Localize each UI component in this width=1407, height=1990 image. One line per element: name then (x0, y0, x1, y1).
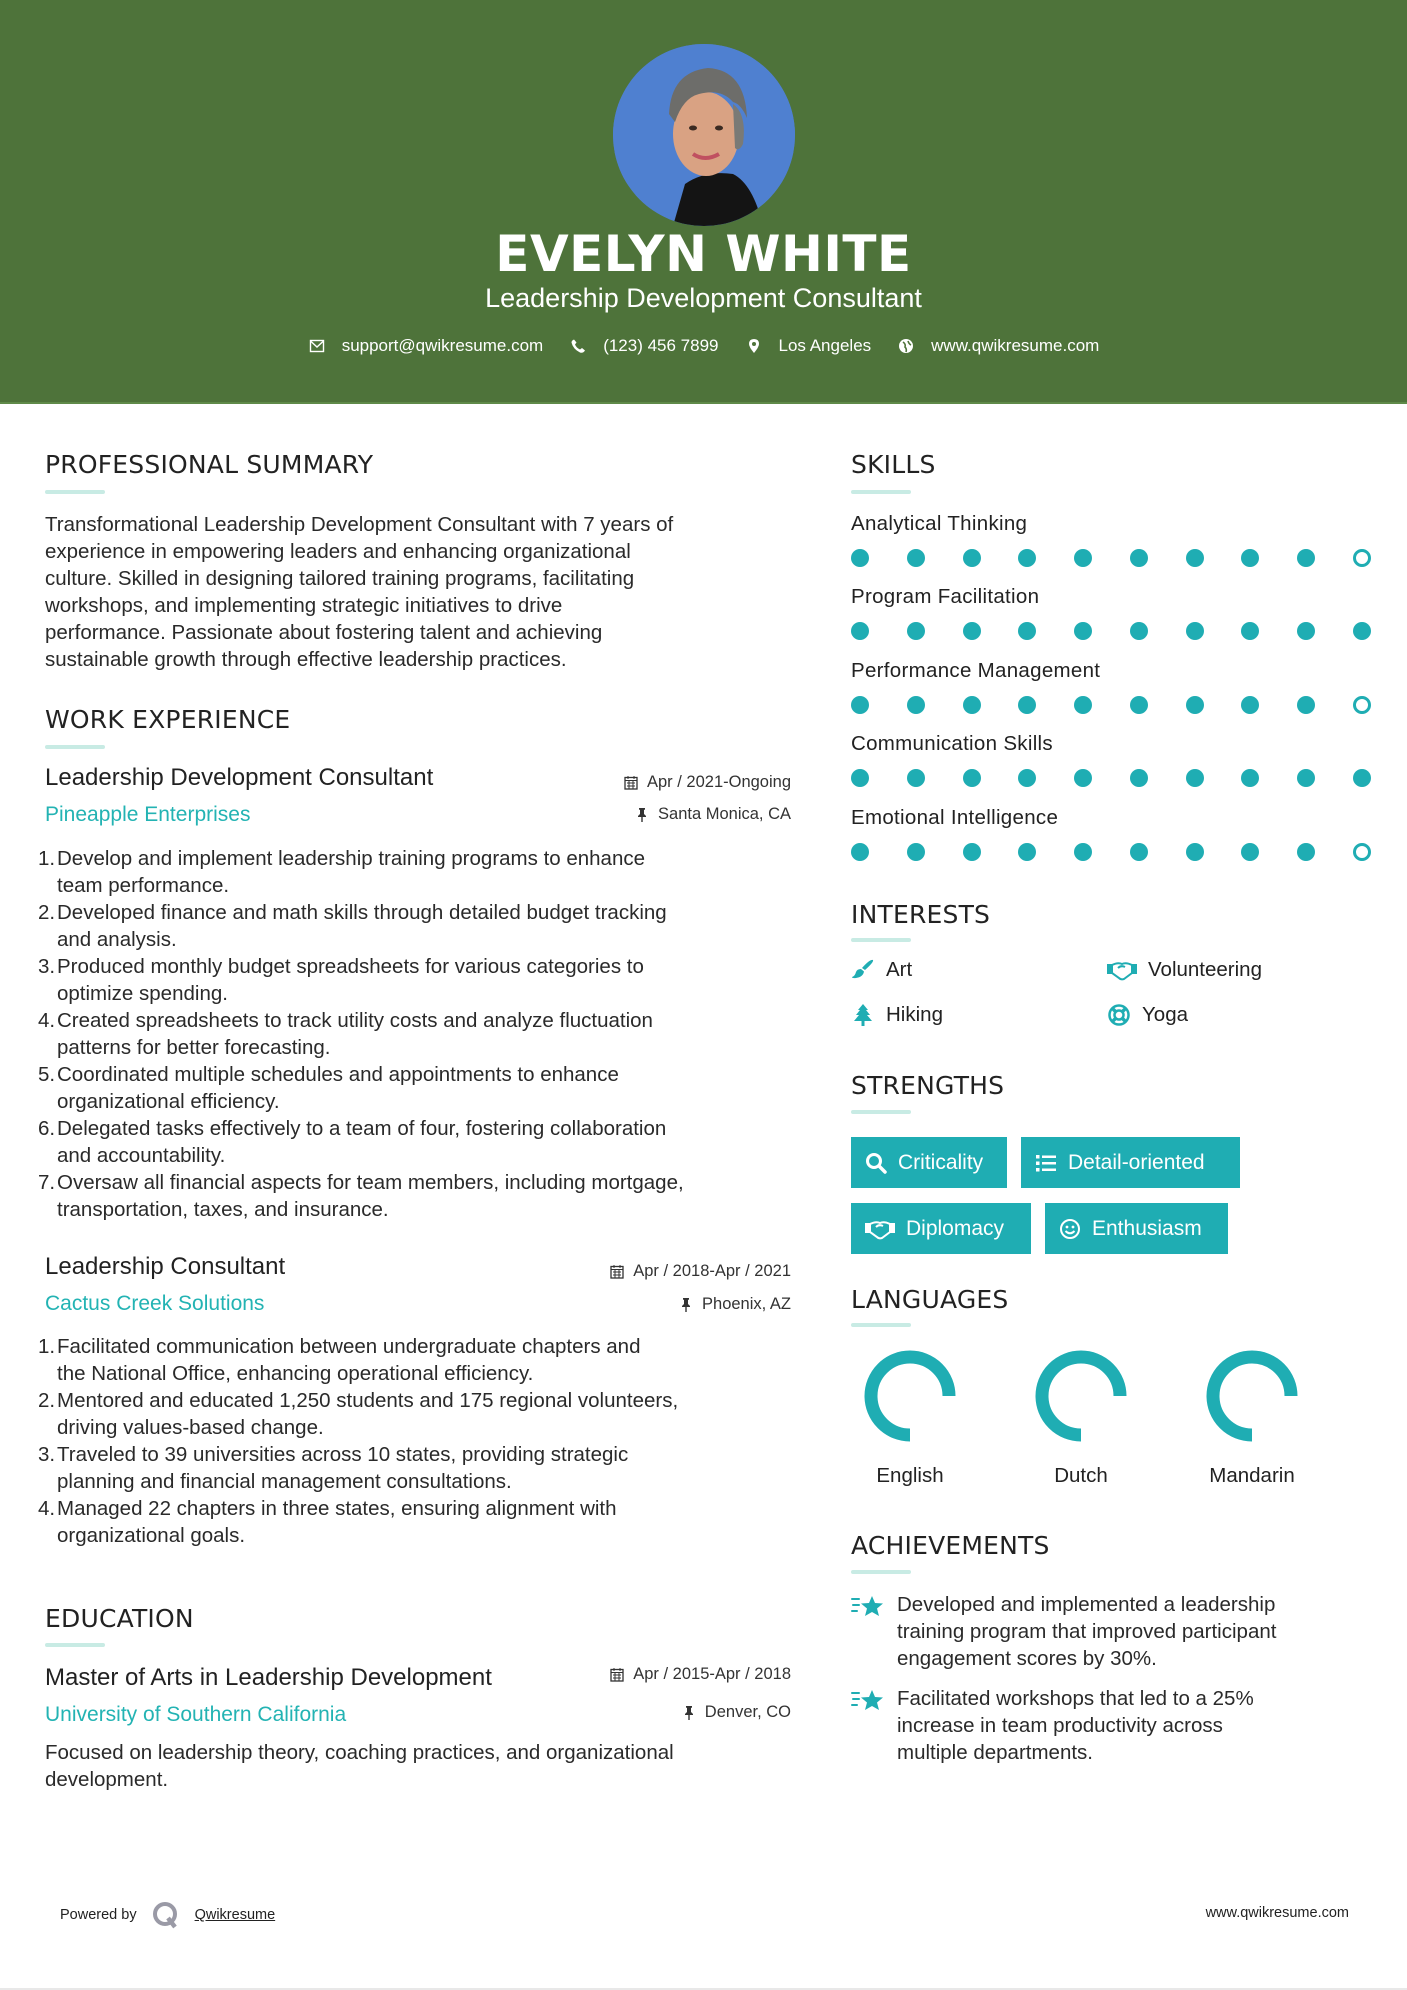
rating-dot-filled (851, 696, 869, 714)
skill-label: Communication Skills (851, 732, 1053, 755)
skills-heading: SKILLS (851, 450, 936, 479)
rating-dot-filled (851, 622, 869, 640)
achievements-heading: ACHIEVEMENTS (851, 1531, 1050, 1560)
rating-dot-filled (1186, 549, 1204, 567)
school-name: University of Southern California (45, 1703, 347, 1726)
footer-website[interactable]: www.qwikresume.com (1205, 1905, 1349, 1921)
rating-dot-filled (1297, 843, 1315, 861)
skill-label: Program Facilitation (851, 585, 1040, 608)
list-item: 2. Mentored and educated 1,250 students and 175 regional volunteers, driving values-based change. (38, 1389, 679, 1439)
job-title: Leadership Development Consultant (45, 764, 434, 791)
qwikresume-logo-icon (151, 1900, 181, 1930)
resume-header (0, 0, 1407, 404)
rating-dot-filled (1241, 622, 1259, 640)
phone-icon (569, 337, 587, 355)
contact-bar (0, 336, 1407, 356)
pushpin-icon (681, 1705, 697, 1721)
language-english: English (850, 1350, 970, 1488)
shooting-star-icon (851, 1593, 887, 1621)
rating-dot-filled (1297, 769, 1315, 787)
calendar-icon (623, 775, 639, 791)
rating-dot-filled (1074, 769, 1092, 787)
job-location: Santa Monica, CA (634, 805, 791, 824)
list-item: 3. Traveled to 39 universities across 10 states, providing strategic planning and financial management consultations. (38, 1443, 629, 1493)
language-progress-ring (1206, 1350, 1298, 1442)
strength-tag-diplomacy: Diplomacy (851, 1203, 1031, 1254)
job-bullets (38, 845, 808, 1223)
shooting-star-icon (851, 1687, 887, 1715)
pushpin-icon (678, 1297, 694, 1313)
interest-volunteering: Volunteering (1106, 958, 1262, 982)
list-item: 3. Produced monthly budget spreadsheets for various categories to optimize spending. (38, 955, 644, 1005)
list-item: 1. Facilitated communication between undergraduate chapters and the National Office, enhancing operational efficiency. (38, 1335, 641, 1385)
skill-label: Analytical Thinking (851, 512, 1028, 535)
list-icon (1034, 1152, 1058, 1174)
rating-dot-filled (1186, 769, 1204, 787)
strength-tag-detail-oriented: Detail-oriented (1021, 1137, 1240, 1188)
rating-dot-filled (1353, 622, 1371, 640)
skill-rating (851, 696, 1371, 716)
section-underline (851, 1570, 911, 1574)
rating-dot-filled (907, 696, 925, 714)
list-item: 5. Coordinated multiple schedules and appointments to enhance organizational efficiency. (38, 1063, 619, 1113)
portrait-illustration (613, 44, 795, 226)
rating-dot-filled (907, 549, 925, 567)
rating-dot-filled (1130, 622, 1148, 640)
rating-dot-filled (1353, 769, 1371, 787)
section-underline (851, 490, 911, 494)
list-item: 4. Created spreadsheets to track utility costs and analyze fluctuation patterns for better forecasting. (38, 1009, 653, 1059)
rating-dot-filled (963, 843, 981, 861)
rating-dot-filled (1018, 769, 1036, 787)
rating-dot-filled (1297, 622, 1315, 640)
achievement-item: Facilitated workshops that led to a 25% increase in team productivity across multiple departments. (851, 1685, 1371, 1766)
globe-icon (897, 337, 915, 355)
profile-photo (613, 44, 795, 226)
education-heading: EDUCATION (45, 1604, 194, 1633)
contact-location-text: Los Angeles (778, 336, 872, 355)
search-icon (864, 1152, 888, 1174)
language-progress-ring (1035, 1350, 1127, 1442)
envelope-icon (308, 337, 326, 355)
rating-dot-filled (1074, 843, 1092, 861)
section-underline (851, 1110, 911, 1114)
education-description: Focused on leadership theory, coaching practices, and organizational development. (45, 1741, 674, 1791)
list-item: 7. Oversaw all financial aspects for team members, including mortgage, transportation, taxes, and insurance. (38, 1171, 684, 1221)
summary-text: Transformational Leadership Development Consultant with 7 years of experience in empowering leaders and enhancing organizational culture. Skilled in designing tailored training programs, facilitating workshops, and implementing strategic initiatives to drive performance. Passionate about fostering talent and achieving sustainable growth through effective leadership practices. (45, 513, 674, 671)
section-underline (45, 745, 105, 749)
rating-dot-empty (1353, 843, 1371, 861)
rating-dot-filled (1018, 622, 1036, 640)
rating-dot-filled (851, 843, 869, 861)
rating-dot-filled (1130, 696, 1148, 714)
strength-tag-enthusiasm: Enthusiasm (1045, 1203, 1228, 1254)
pushpin-icon (634, 807, 650, 823)
language-mandarin: Mandarin (1192, 1350, 1312, 1488)
smile-icon (1058, 1218, 1082, 1240)
map-marker-icon (745, 337, 763, 355)
rating-dot-filled (1186, 843, 1204, 861)
list-item: 6. Delegated tasks effectively to a team of four, fostering collaboration and accountability. (38, 1117, 667, 1167)
skill-rating (851, 622, 1371, 642)
skill-rating (851, 843, 1371, 863)
rating-dot-filled (907, 622, 925, 640)
lifebuoy-icon (1106, 1003, 1132, 1027)
rating-dot-empty (1353, 549, 1371, 567)
list-item: 1. Develop and implement leadership training programs to enhance team performance. (38, 847, 646, 897)
section-underline (851, 1323, 911, 1327)
company-name: Cactus Creek Solutions (45, 1292, 265, 1315)
section-underline (45, 490, 105, 494)
rating-dot-empty (1353, 696, 1371, 714)
candidate-name: EVELYN WHITE (495, 225, 912, 283)
tree-icon (850, 1003, 876, 1027)
strengths-heading: STRENGTHS (851, 1071, 1005, 1100)
contact-email[interactable] (308, 336, 544, 356)
language-dutch: Dutch (1021, 1350, 1141, 1488)
job-title: Leadership Consultant (45, 1253, 286, 1280)
rating-dot-filled (1074, 696, 1092, 714)
rating-dot-filled (1074, 549, 1092, 567)
calendar-icon (609, 1264, 625, 1280)
rating-dot-filled (1241, 769, 1259, 787)
interest-yoga: Yoga (1106, 1003, 1188, 1027)
rating-dot-filled (1186, 696, 1204, 714)
rating-dot-filled (1241, 843, 1259, 861)
qwikresume-link[interactable]: Qwikresume (194, 1907, 276, 1923)
languages-heading: LANGUAGES (851, 1285, 1009, 1314)
company-name: Pineapple Enterprises (45, 803, 251, 826)
powered-by: Powered by Qwikresume (60, 1900, 275, 1930)
candidate-title: Leadership Development Consultant (485, 283, 922, 313)
skill-label: Emotional Intelligence (851, 806, 1059, 829)
contact-phone-text: (123) 456 7899 (603, 336, 719, 355)
job-location: Phoenix, AZ (678, 1295, 791, 1314)
skill-rating (851, 549, 1371, 569)
rating-dot-filled (963, 696, 981, 714)
degree-title: Master of Arts in Leadership Development (45, 1664, 492, 1691)
rating-dot-filled (1130, 549, 1148, 567)
contact-email-text: support@qwikresume.com (341, 336, 544, 355)
rating-dot-filled (1130, 843, 1148, 861)
job-bullets (38, 1333, 808, 1549)
achievement-item: Developed and implemented a leadership training program that improved participant engagement scores by 30%. (851, 1591, 1371, 1672)
interests-heading: INTERESTS (851, 900, 991, 929)
rating-dot-filled (963, 622, 981, 640)
rating-dot-filled (1018, 843, 1036, 861)
strength-tag-criticality: Criticality (851, 1137, 1007, 1188)
rating-dot-filled (1186, 622, 1204, 640)
skill-label: Performance Management (851, 659, 1101, 682)
rating-dot-filled (1297, 549, 1315, 567)
contact-phone[interactable] (569, 336, 718, 356)
handshake-icon (1106, 958, 1138, 982)
section-underline (45, 1643, 105, 1647)
contact-website[interactable] (897, 336, 1099, 356)
job-dates: Apr / 2021-Ongoing (623, 773, 791, 792)
section-underline (851, 938, 911, 942)
rating-dot-filled (907, 843, 925, 861)
rating-dot-filled (1241, 549, 1259, 567)
handshake-icon (864, 1218, 896, 1240)
summary-heading: PROFESSIONAL SUMMARY (45, 450, 374, 479)
language-progress-ring (864, 1350, 956, 1442)
list-item: 4. Managed 22 chapters in three states, ensuring alignment with organizational goals. (38, 1497, 617, 1547)
rating-dot-filled (1018, 696, 1036, 714)
rating-dot-filled (1074, 622, 1092, 640)
job-dates: Apr / 2018-Apr / 2021 (609, 1262, 791, 1281)
rating-dot-filled (1018, 549, 1036, 567)
education-dates: Apr / 2015-Apr / 2018 (609, 1665, 791, 1684)
rating-dot-filled (907, 769, 925, 787)
education-location: Denver, CO (681, 1703, 791, 1722)
experience-heading: WORK EXPERIENCE (45, 705, 291, 734)
rating-dot-filled (1241, 696, 1259, 714)
rating-dot-filled (963, 769, 981, 787)
interest-art: Art (850, 958, 912, 982)
rating-dot-filled (963, 549, 981, 567)
paintbrush-icon (850, 958, 876, 982)
calendar-icon (609, 1667, 625, 1683)
rating-dot-filled (1130, 769, 1148, 787)
rating-dot-filled (851, 549, 869, 567)
contact-location (745, 336, 872, 356)
rating-dot-filled (851, 769, 869, 787)
list-item: 2. Developed finance and math skills through detailed budget tracking and analysis. (38, 901, 667, 951)
skill-rating (851, 769, 1371, 789)
contact-website-text: www.qwikresume.com (931, 336, 1100, 355)
interest-hiking: Hiking (850, 1003, 943, 1027)
rating-dot-filled (1297, 696, 1315, 714)
